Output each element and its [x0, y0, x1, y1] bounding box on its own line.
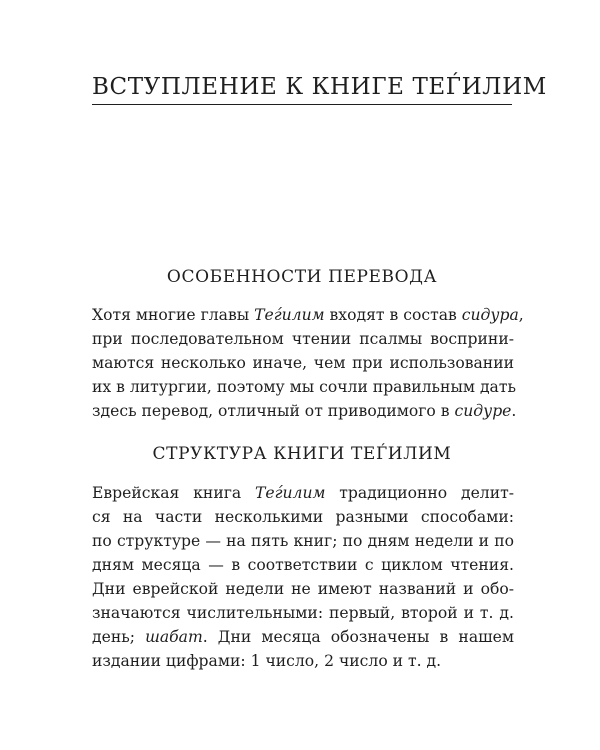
- paragraph-translation: [92, 303, 524, 423]
- paragraph-line: по структуре — на пять книг; по дням недели и по: [92, 532, 514, 550]
- paragraph-line: их в литургии, поэтому мы сочли правильным дать: [92, 378, 516, 396]
- section-heading-structure: СТРУКТУРА КНИГИ ТЕЃИЛИМ: [152, 444, 452, 464]
- paragraph-line: [92, 399, 517, 423]
- running-title: ВСТУПЛЕНИЕ К КНИГЕ ТЕЃИЛИМ: [92, 74, 547, 100]
- text-run: день;: [92, 628, 146, 646]
- italic-term: шабат: [145, 628, 203, 646]
- text-run: традиционно делит-: [325, 484, 514, 502]
- paragraph-line: Дни еврейской недели не имеют названий и обо-: [92, 580, 514, 598]
- text-run: .: [511, 402, 517, 420]
- section-heading-translation: ОСОБЕННОСТИ ПЕРЕВОДА: [166, 267, 438, 287]
- paragraph-line: издании цифрами: 1 число, 2 число и т. д.: [92, 652, 442, 670]
- paragraph-line: значаются числительными: первый, второй и т. д.: [92, 604, 514, 622]
- text-run: Хотя многие главы: [92, 306, 255, 324]
- text-run: здесь перевод, отличный от приводимого в: [92, 402, 455, 420]
- italic-term: сидуре: [454, 402, 512, 420]
- paragraph-line: [92, 625, 514, 649]
- italic-term: сидура: [461, 306, 519, 324]
- italic-term: Теѓилим: [254, 306, 325, 324]
- text-run: ,: [518, 306, 524, 324]
- paragraph-line: [92, 303, 524, 327]
- paragraph-line: ся на части несколькими разными способами:: [92, 508, 514, 526]
- text-run: . Дни месяца обозначены в нашем: [202, 628, 514, 646]
- paragraph-line: [92, 481, 514, 505]
- paragraph-line: дням месяца — в соответствии с циклом чтения.: [92, 556, 514, 574]
- title-rule: [92, 104, 512, 105]
- italic-term: Теѓилим: [255, 484, 326, 502]
- text-run: Еврейская книга: [92, 484, 255, 502]
- paragraph-structure: [92, 481, 514, 673]
- paragraph-line: при последовательном чтении псалмы восприни-: [92, 330, 514, 348]
- paragraph-line: маются несколько иначе, чем при использовании: [92, 354, 514, 372]
- text-run: входят в состав: [324, 306, 462, 324]
